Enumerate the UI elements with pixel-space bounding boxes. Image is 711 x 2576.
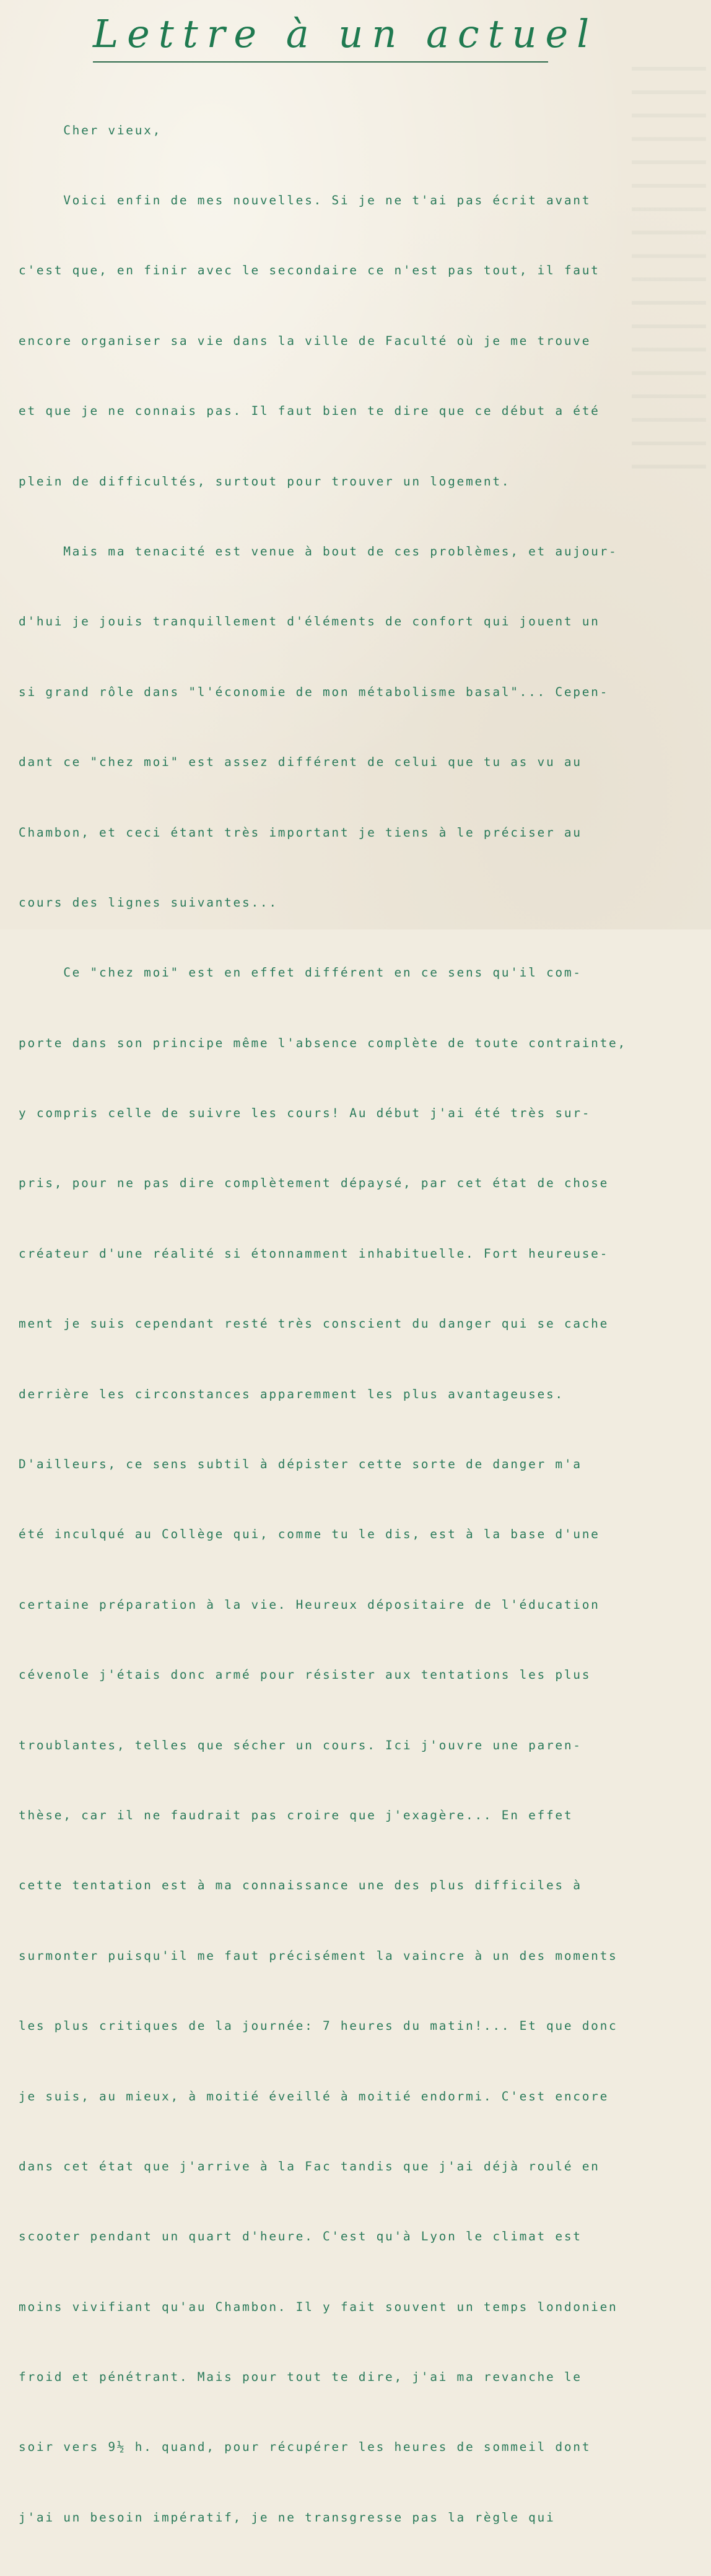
text-line: les plus critiques de la journée: 7 heures du matin!... Et que donc [19,2019,618,2034]
text-line: plein de difficultés, surtout pour trouver un logement. [19,474,511,489]
text-line: thèse, car il ne faudrait pas croire que j'exagère... En effet [19,1808,574,1822]
letter-title: Lettre à un actuel [93,11,598,56]
text-line: et que je ne connais pas. Il faut bien te dire que ce début a été [19,404,600,419]
text-line: y compris celle de suivre les cours! Au début j'ai été très sur- [19,1106,591,1121]
text-line: froid et pénétrant. Mais pour tout te dire, j'ai ma revanche le [19,2370,582,2385]
text-line: je suis, au mieux, à moitié éveillé à moitié endormi. C'est encore [19,2089,609,2104]
text-line: créateur d'une réalité si étonnamment inhabituelle. Fort heureuse- [19,1246,609,1261]
text-line: Ce "chez moi" est en effet différent en ce sens qu'il com- [19,965,582,980]
text-line: troublantes, telles que sécher un cours. Ici j'ouvre une paren- [19,1738,582,1752]
text-line: cours des lignes suivantes... [19,895,278,910]
text-line: dant ce "chez moi" est assez différent de celui que tu as vu au [19,755,582,770]
text-line: cette tentation est à ma connaissance une des plus difficiles à [19,1878,582,1893]
text-line: porte dans son principe même l'absence complète de toute contrainte, [19,1035,627,1050]
title-underline [93,61,548,63]
text-line: si grand rôle dans "l'économie de mon métabolisme basal"... Cepen- [19,684,609,699]
text-line: cévenole j'étais donc armé pour résister aux tentations les plus [19,1668,591,1682]
text-line: j'ai un besoin impératif, je ne transgresse pas la règle qui [19,2510,556,2525]
text-line: Cher vieux, [19,123,162,137]
text-line: pris, pour ne pas dire complètement dépaysé, par cet état de chose [19,1176,609,1191]
text-line: Chambon, et ceci étant très important je tiens à le préciser au [19,825,582,840]
text-line: c'est que, en finir avec le secondaire ce n'est pas tout, il faut [19,263,600,278]
text-line: D'ailleurs, ce sens subtil à dépister cette sorte de danger m'a [19,1457,582,1472]
text-line: surmonter puisqu'il me faut précisément la vaincre à un des moments [19,1948,618,1963]
text-line: moins vivifiant qu'au Chambon. Il y fait souvent un temps londonien [19,2299,618,2314]
text-line: d'hui je jouis tranquillement d'éléments de confort qui jouent un [19,614,600,629]
text-line: scooter pendant un quart d'heure. C'est qu'à Lyon le climat est [19,2229,582,2244]
text-line: dans cet état que j'arrive à la Fac tandis que j'ai déjà roulé en [19,2159,600,2174]
text-line: encore organiser sa vie dans la ville de Faculté où je me trouve [19,333,591,348]
text-line: derrière les circonstances apparemment les plus avantageuses. [19,1386,564,1401]
text-line: été inculqué au Collège qui, comme tu le dis, est à la base d'une [19,1527,600,1542]
text-line: soir vers 9½ h. quand, pour récupérer les heures de sommeil dont [19,2440,591,2455]
text-line: Voici enfin de mes nouvelles. Si je ne t'ai pas écrit avant [19,193,591,207]
text-line: certaine préparation à la vie. Heureux dépositaire de l'éducation [19,1597,600,1612]
letter-body [19,72,687,2576]
text-line: Mais ma tenacité est venue à bout de ces problèmes, et aujour- [19,544,618,559]
text-line: ment je suis cependant resté très conscient du danger qui se cache [19,1316,609,1331]
